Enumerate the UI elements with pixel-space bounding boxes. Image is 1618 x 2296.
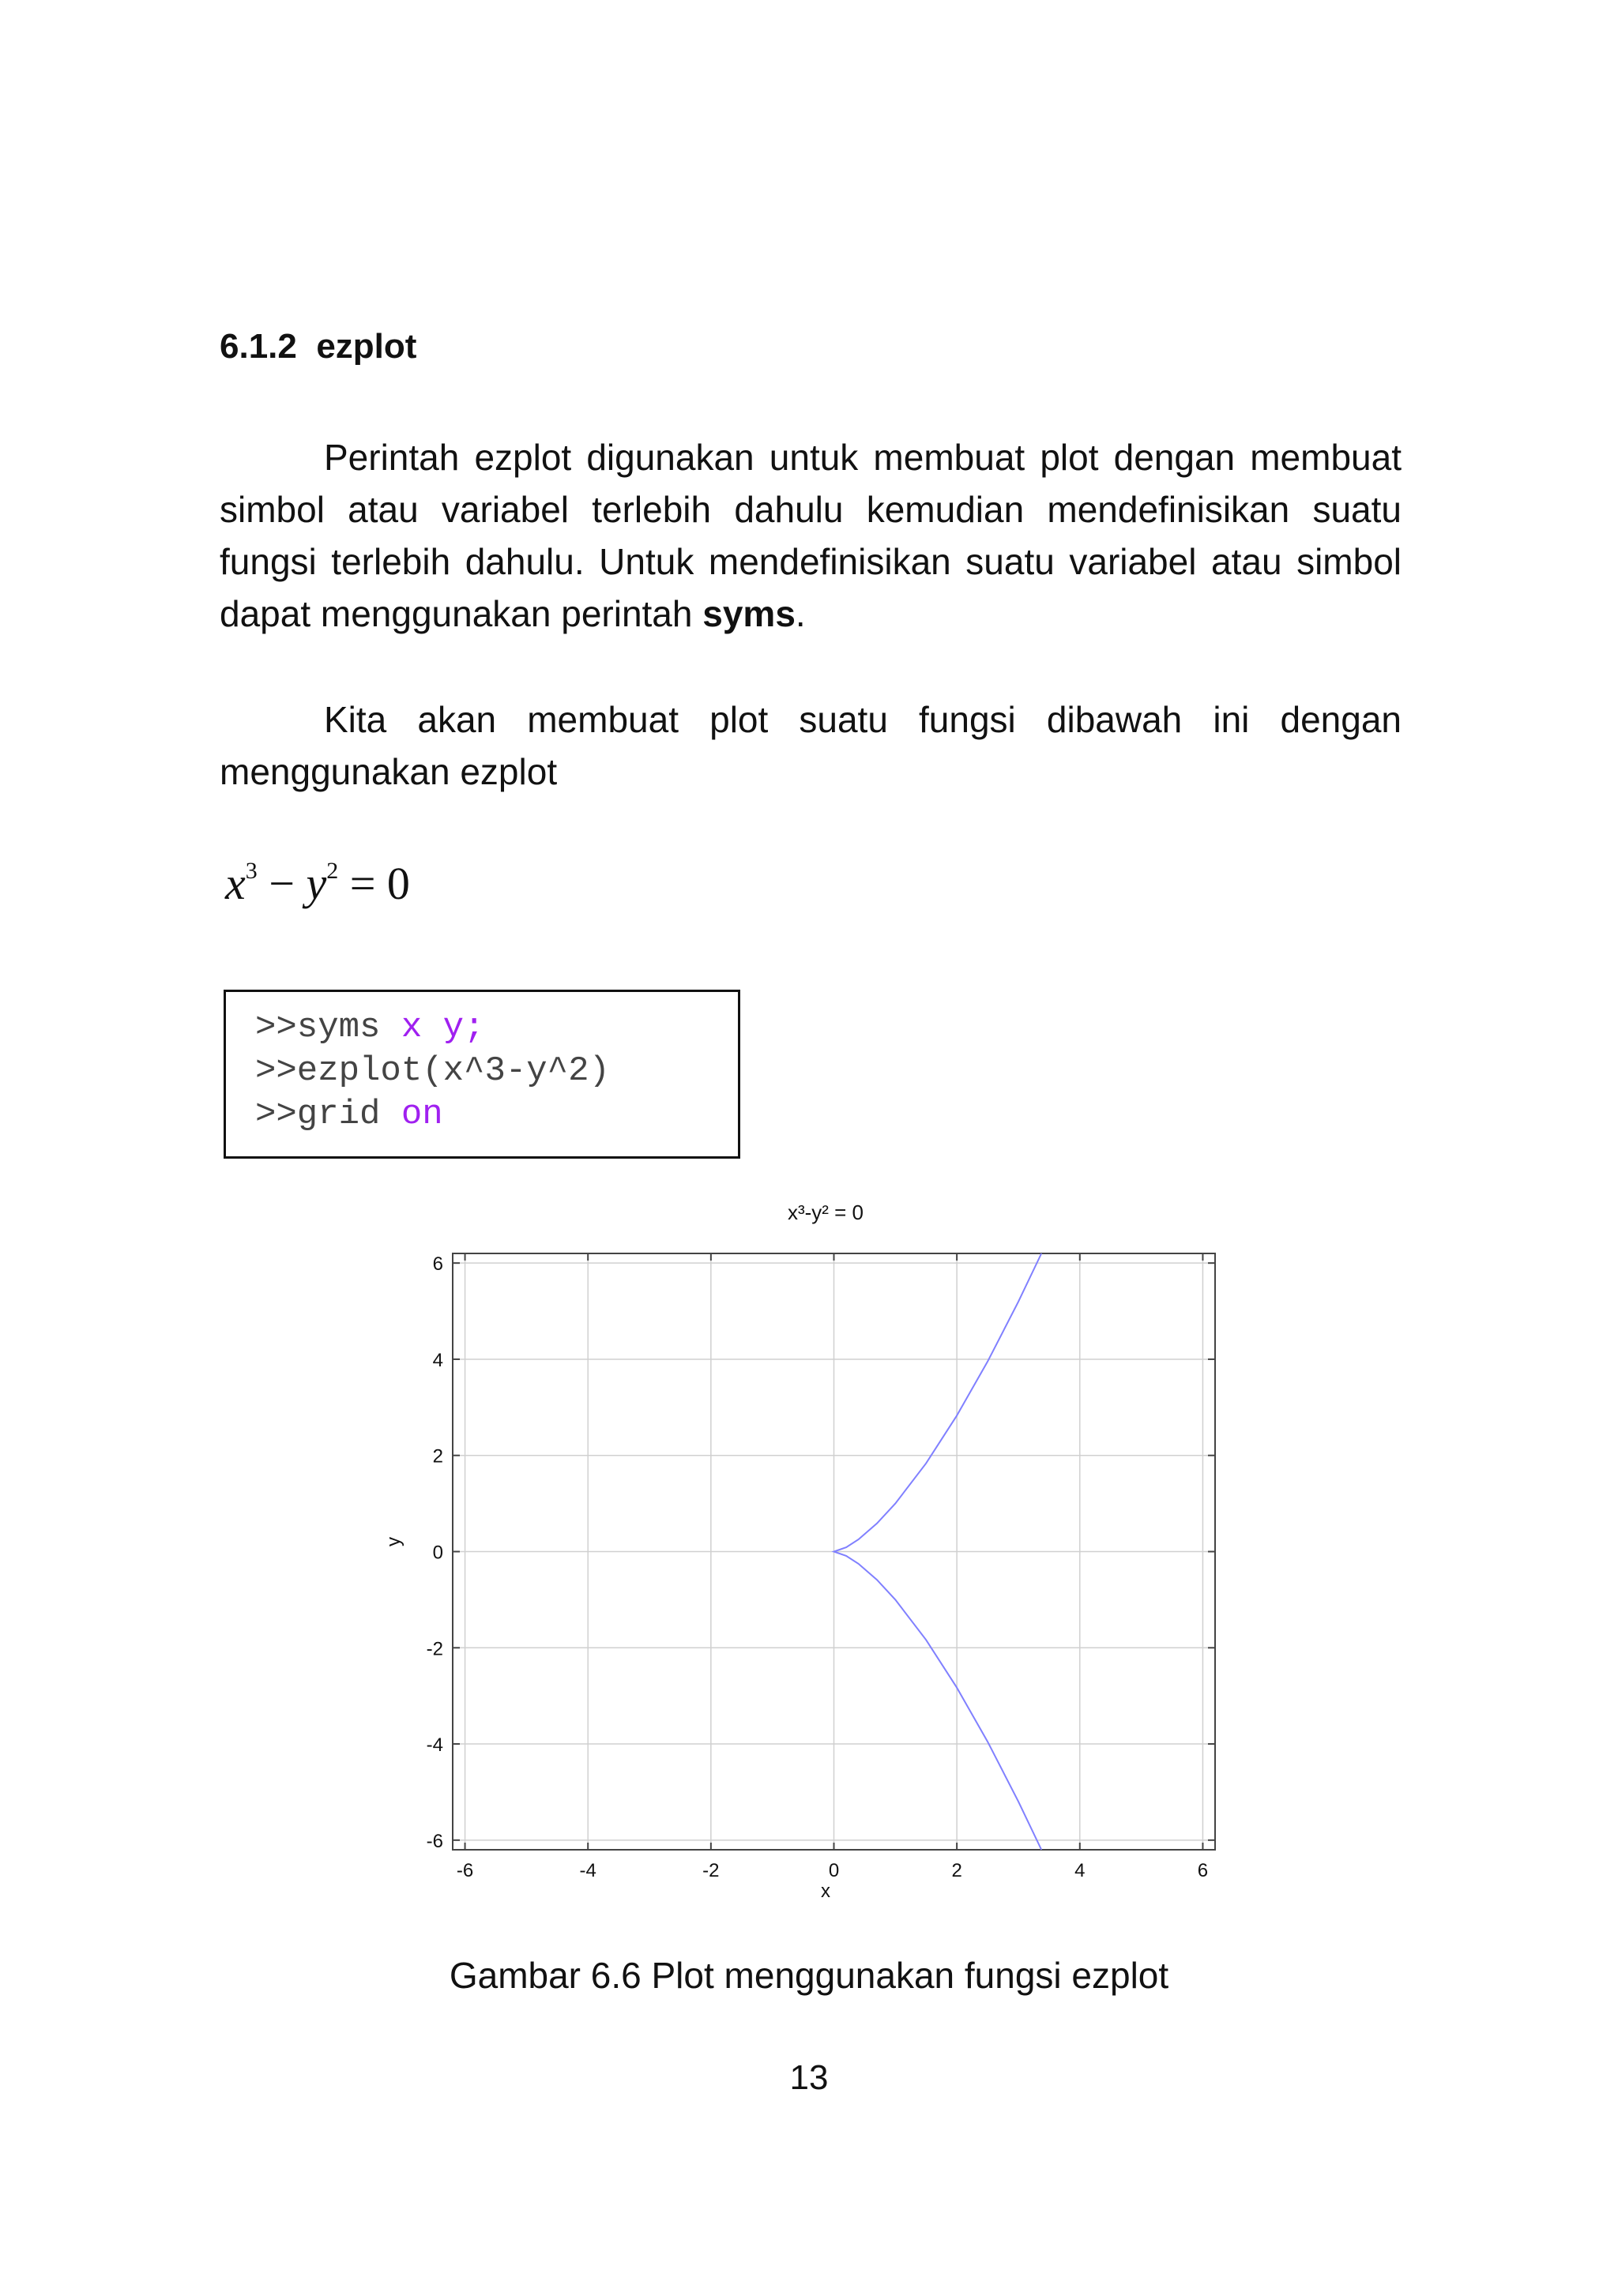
paragraph-intro-text: Perintah ezplot digunakan untuk membuat plot dengan membuat simbol atau variabel terlebih dahulu kemudian mendefinisikan suatu fungsi terlebih dahulu. Untuk mendefinisikan suatu variabel atau simbol dapat menggunakan perintah <box>220 437 1402 634</box>
equation-exp-y: 2 <box>326 857 339 884</box>
x-tick-label: 4 <box>1074 1860 1086 1881</box>
code-line-ezplot: >>ezplot(x^3-y^2) <box>255 1051 610 1091</box>
paragraph-intro <box>220 431 1402 640</box>
section-title: ezplot <box>316 327 417 366</box>
code-grid-arg: on <box>401 1095 443 1134</box>
code-block <box>224 990 740 1159</box>
equation-exp-x: 3 <box>245 857 258 884</box>
syms-keyword: syms <box>702 593 796 634</box>
x-tick-label: -4 <box>579 1860 596 1881</box>
y-tick-label: -6 <box>426 1830 443 1852</box>
paragraph-example: Kita akan membuat plot suatu fungsi dibawah ini dengan menggunakan ezplot <box>220 699 1402 792</box>
code-syms-args: x y; <box>401 1008 485 1047</box>
y-tick-label: 4 <box>432 1349 443 1371</box>
page-number: 13 <box>789 2058 829 2097</box>
equation-var-y: y <box>306 858 327 909</box>
x-tick-label: 2 <box>951 1860 962 1881</box>
equation-var-x: x <box>225 858 246 909</box>
code-grid-command: >>grid <box>255 1095 401 1134</box>
y-tick-label: 6 <box>432 1253 443 1276</box>
chart-tick-labels <box>427 1253 1208 1881</box>
y-tick-label: -4 <box>426 1734 443 1757</box>
code-syms-command: >>syms <box>255 1008 401 1047</box>
y-tick-label: -2 <box>426 1638 443 1660</box>
equation-minus: − <box>257 858 307 909</box>
section-heading <box>220 327 416 366</box>
x-axis-label: x <box>821 1881 830 1902</box>
code-line-syms <box>255 1008 484 1047</box>
x-tick-label: -6 <box>456 1860 474 1881</box>
code-line-grid <box>255 1095 443 1134</box>
paragraph-intro-end: . <box>795 593 806 634</box>
y-tick-label: 2 <box>432 1445 443 1467</box>
ezplot-figure <box>379 1189 1248 1923</box>
y-axis-label: y <box>383 1537 404 1546</box>
x-tick-label: 6 <box>1197 1860 1209 1881</box>
section-number: 6.1.2 <box>220 327 297 366</box>
y-tick-label: 0 <box>432 1542 443 1564</box>
x-tick-label: -2 <box>702 1860 720 1881</box>
equation-rhs: = 0 <box>338 858 410 909</box>
equation <box>225 857 410 910</box>
figure-caption: Gambar 6.6 Plot menggunakan fungsi ezplot <box>449 1955 1169 1996</box>
chart-title: x³-y² = 0 <box>787 1201 864 1224</box>
x-tick-label: 0 <box>828 1860 840 1881</box>
